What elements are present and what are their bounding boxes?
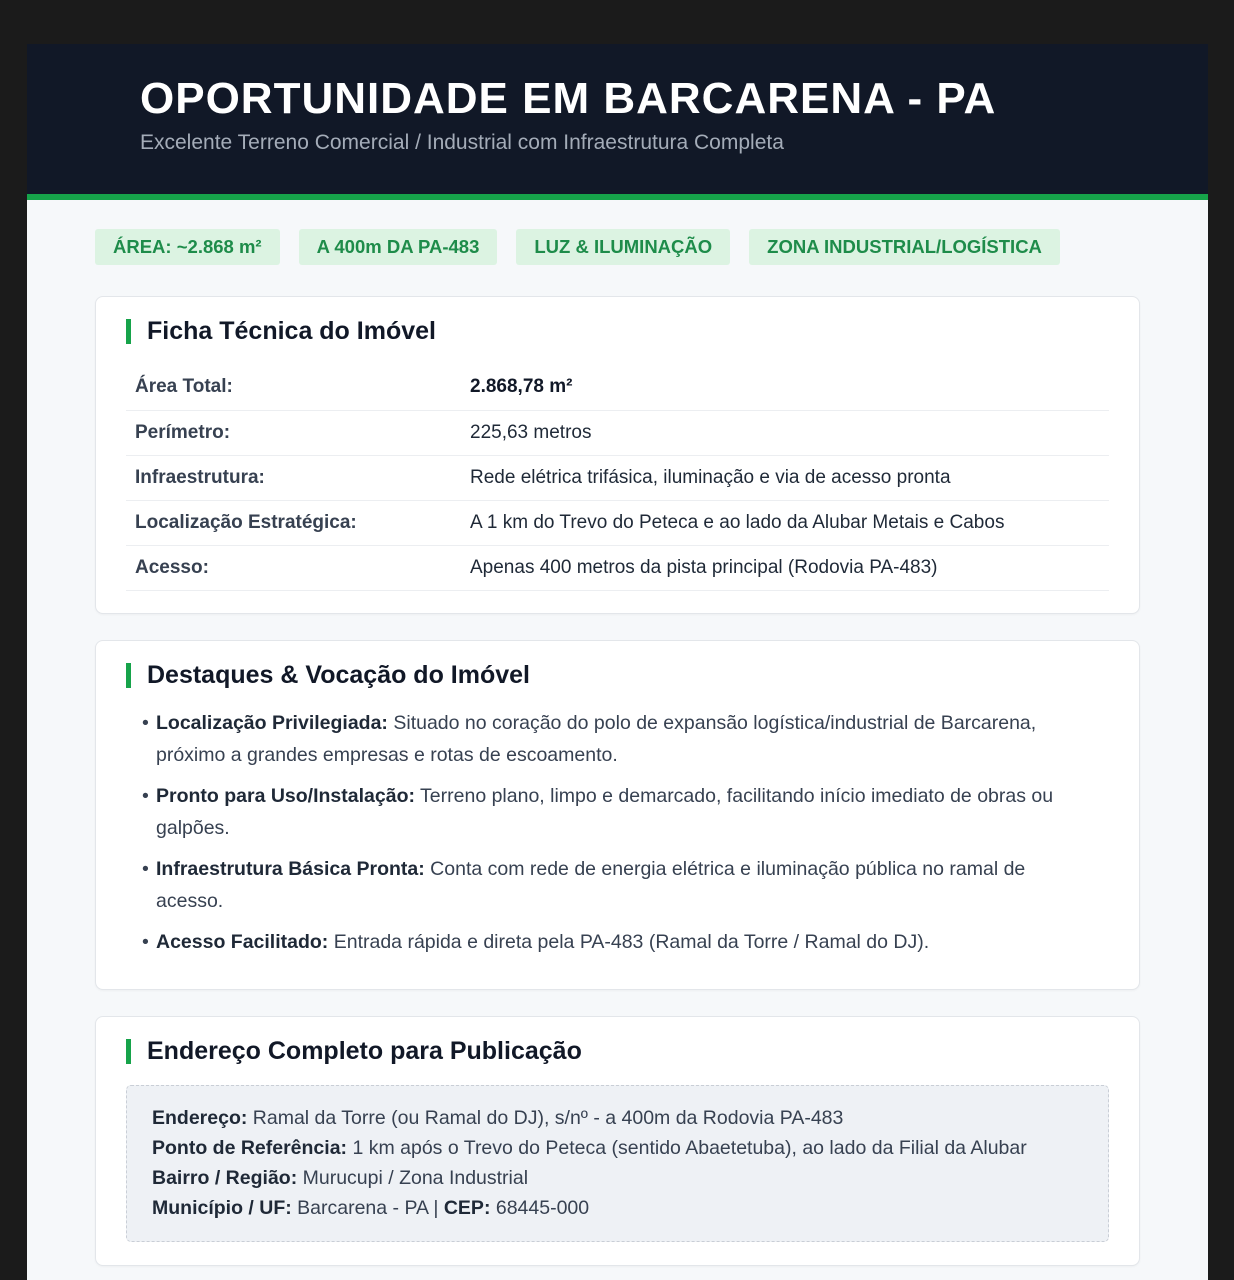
spec-label: Infraestrutura: <box>126 455 470 500</box>
accent-bar <box>126 1039 131 1064</box>
spec-label: Perímetro: <box>126 410 470 455</box>
spec-value <box>470 365 1109 410</box>
highlight-heading: Pronto para Uso/Instalação: <box>156 785 415 807</box>
spec-value: Apenas 400 metros da pista principal (Rodovia PA-483) <box>470 545 1109 590</box>
badge-distance: A 400m DA PA-483 <box>299 229 498 265</box>
list-item <box>142 853 1082 917</box>
listing-page <box>27 44 1208 1280</box>
address-heading <box>126 1037 582 1066</box>
list-item <box>142 926 1082 958</box>
badge-lighting: LUZ & ILUMINAÇÃO <box>516 229 730 265</box>
highlights-heading <box>126 661 530 690</box>
technical-sheet-title: Ficha Técnica do Imóvel <box>147 317 436 345</box>
bullet-icon: • <box>142 931 149 953</box>
highlight-text: Terreno plano, limpo e demarcado, facilitando início imediato de obras ou galpões. <box>156 785 1054 839</box>
highlights-card <box>95 640 1140 990</box>
reference-value: 1 km após o Trevo do Peteca (sentido Abaetetuba), ao lado da Filial da Alubar <box>347 1137 1027 1159</box>
badge-zone: ZONA INDUSTRIAL/LOGÍSTICA <box>749 229 1060 265</box>
table-row <box>126 410 1109 455</box>
page-subtitle: Excelente Terreno Comercial / Industrial com Infraestrutura Completa <box>140 131 784 154</box>
spec-value: 225,63 metros <box>470 410 1109 455</box>
reference-label: Ponto de Referência: <box>152 1137 348 1159</box>
cep-label: CEP: <box>443 1197 491 1219</box>
accent-bar <box>126 663 131 688</box>
cep-value: 68445-000 <box>490 1197 590 1219</box>
feature-badges <box>95 229 1060 265</box>
address-title: Endereço Completo para Publicação <box>147 1037 582 1065</box>
table-row <box>126 545 1109 590</box>
district-value: Murucupi / Zona Industrial <box>297 1167 529 1189</box>
address-value: Ramal da Torre (ou Ramal do DJ), s/nº - a 400m da Rodovia PA-483 <box>247 1107 844 1129</box>
spec-value: A 1 km do Trevo do Peteca e ao lado da Alubar Metais e Cabos <box>470 500 1109 545</box>
page-header <box>27 44 1208 200</box>
address-label: Endereço: <box>152 1107 248 1129</box>
reference-line <box>152 1133 1108 1163</box>
highlights-list <box>142 707 1082 967</box>
highlight-text: Conta com rede de energia elétrica e iluminação pública no ramal de acesso. <box>156 858 1026 912</box>
address-box <box>126 1085 1109 1242</box>
page-title: OPORTUNIDADE EM BARCARENA - PA <box>140 74 997 123</box>
spec-label: Área Total: <box>126 365 470 410</box>
table-row <box>126 455 1109 500</box>
highlight-text: Situado no coração do polo de expansão logística/industrial de Barcarena, próximo a grandes empresas e rotas de escoamento. <box>156 712 1037 766</box>
list-item <box>142 780 1082 844</box>
badge-area: ÁREA: ~2.868 m² <box>95 229 280 265</box>
technical-sheet-heading <box>126 317 436 346</box>
spec-value: Rede elétrica trifásica, iluminação e via de acesso pronta <box>470 455 1109 500</box>
city-value: Barcarena - PA | <box>291 1197 444 1219</box>
district-line <box>152 1163 1108 1193</box>
highlights-title: Destaques & Vocação do Imóvel <box>147 661 530 689</box>
highlight-heading: Acesso Facilitado: <box>156 931 329 953</box>
spec-value-strong: 2.868,78 m² <box>470 376 573 398</box>
table-row <box>126 365 1109 410</box>
bullet-icon: • <box>142 858 149 880</box>
bullet-icon: • <box>142 785 149 807</box>
address-line <box>152 1103 1108 1133</box>
spec-label: Localização Estratégica: <box>126 500 470 545</box>
bullet-icon: • <box>142 712 149 734</box>
city-label: Município / UF: <box>152 1197 292 1219</box>
list-item <box>142 707 1082 771</box>
highlight-heading: Localização Privilegiada: <box>156 712 388 734</box>
city-line <box>152 1193 1108 1223</box>
address-card <box>95 1016 1140 1266</box>
district-label: Bairro / Região: <box>152 1167 298 1189</box>
spec-table <box>126 365 1109 591</box>
spec-label: Acesso: <box>126 545 470 590</box>
highlight-text: Entrada rápida e direta pela PA-483 (Ramal da Torre / Ramal do DJ). <box>328 931 930 953</box>
technical-sheet-card <box>95 296 1140 614</box>
highlight-heading: Infraestrutura Básica Pronta: <box>156 858 425 880</box>
table-row <box>126 500 1109 545</box>
accent-bar <box>126 319 131 344</box>
